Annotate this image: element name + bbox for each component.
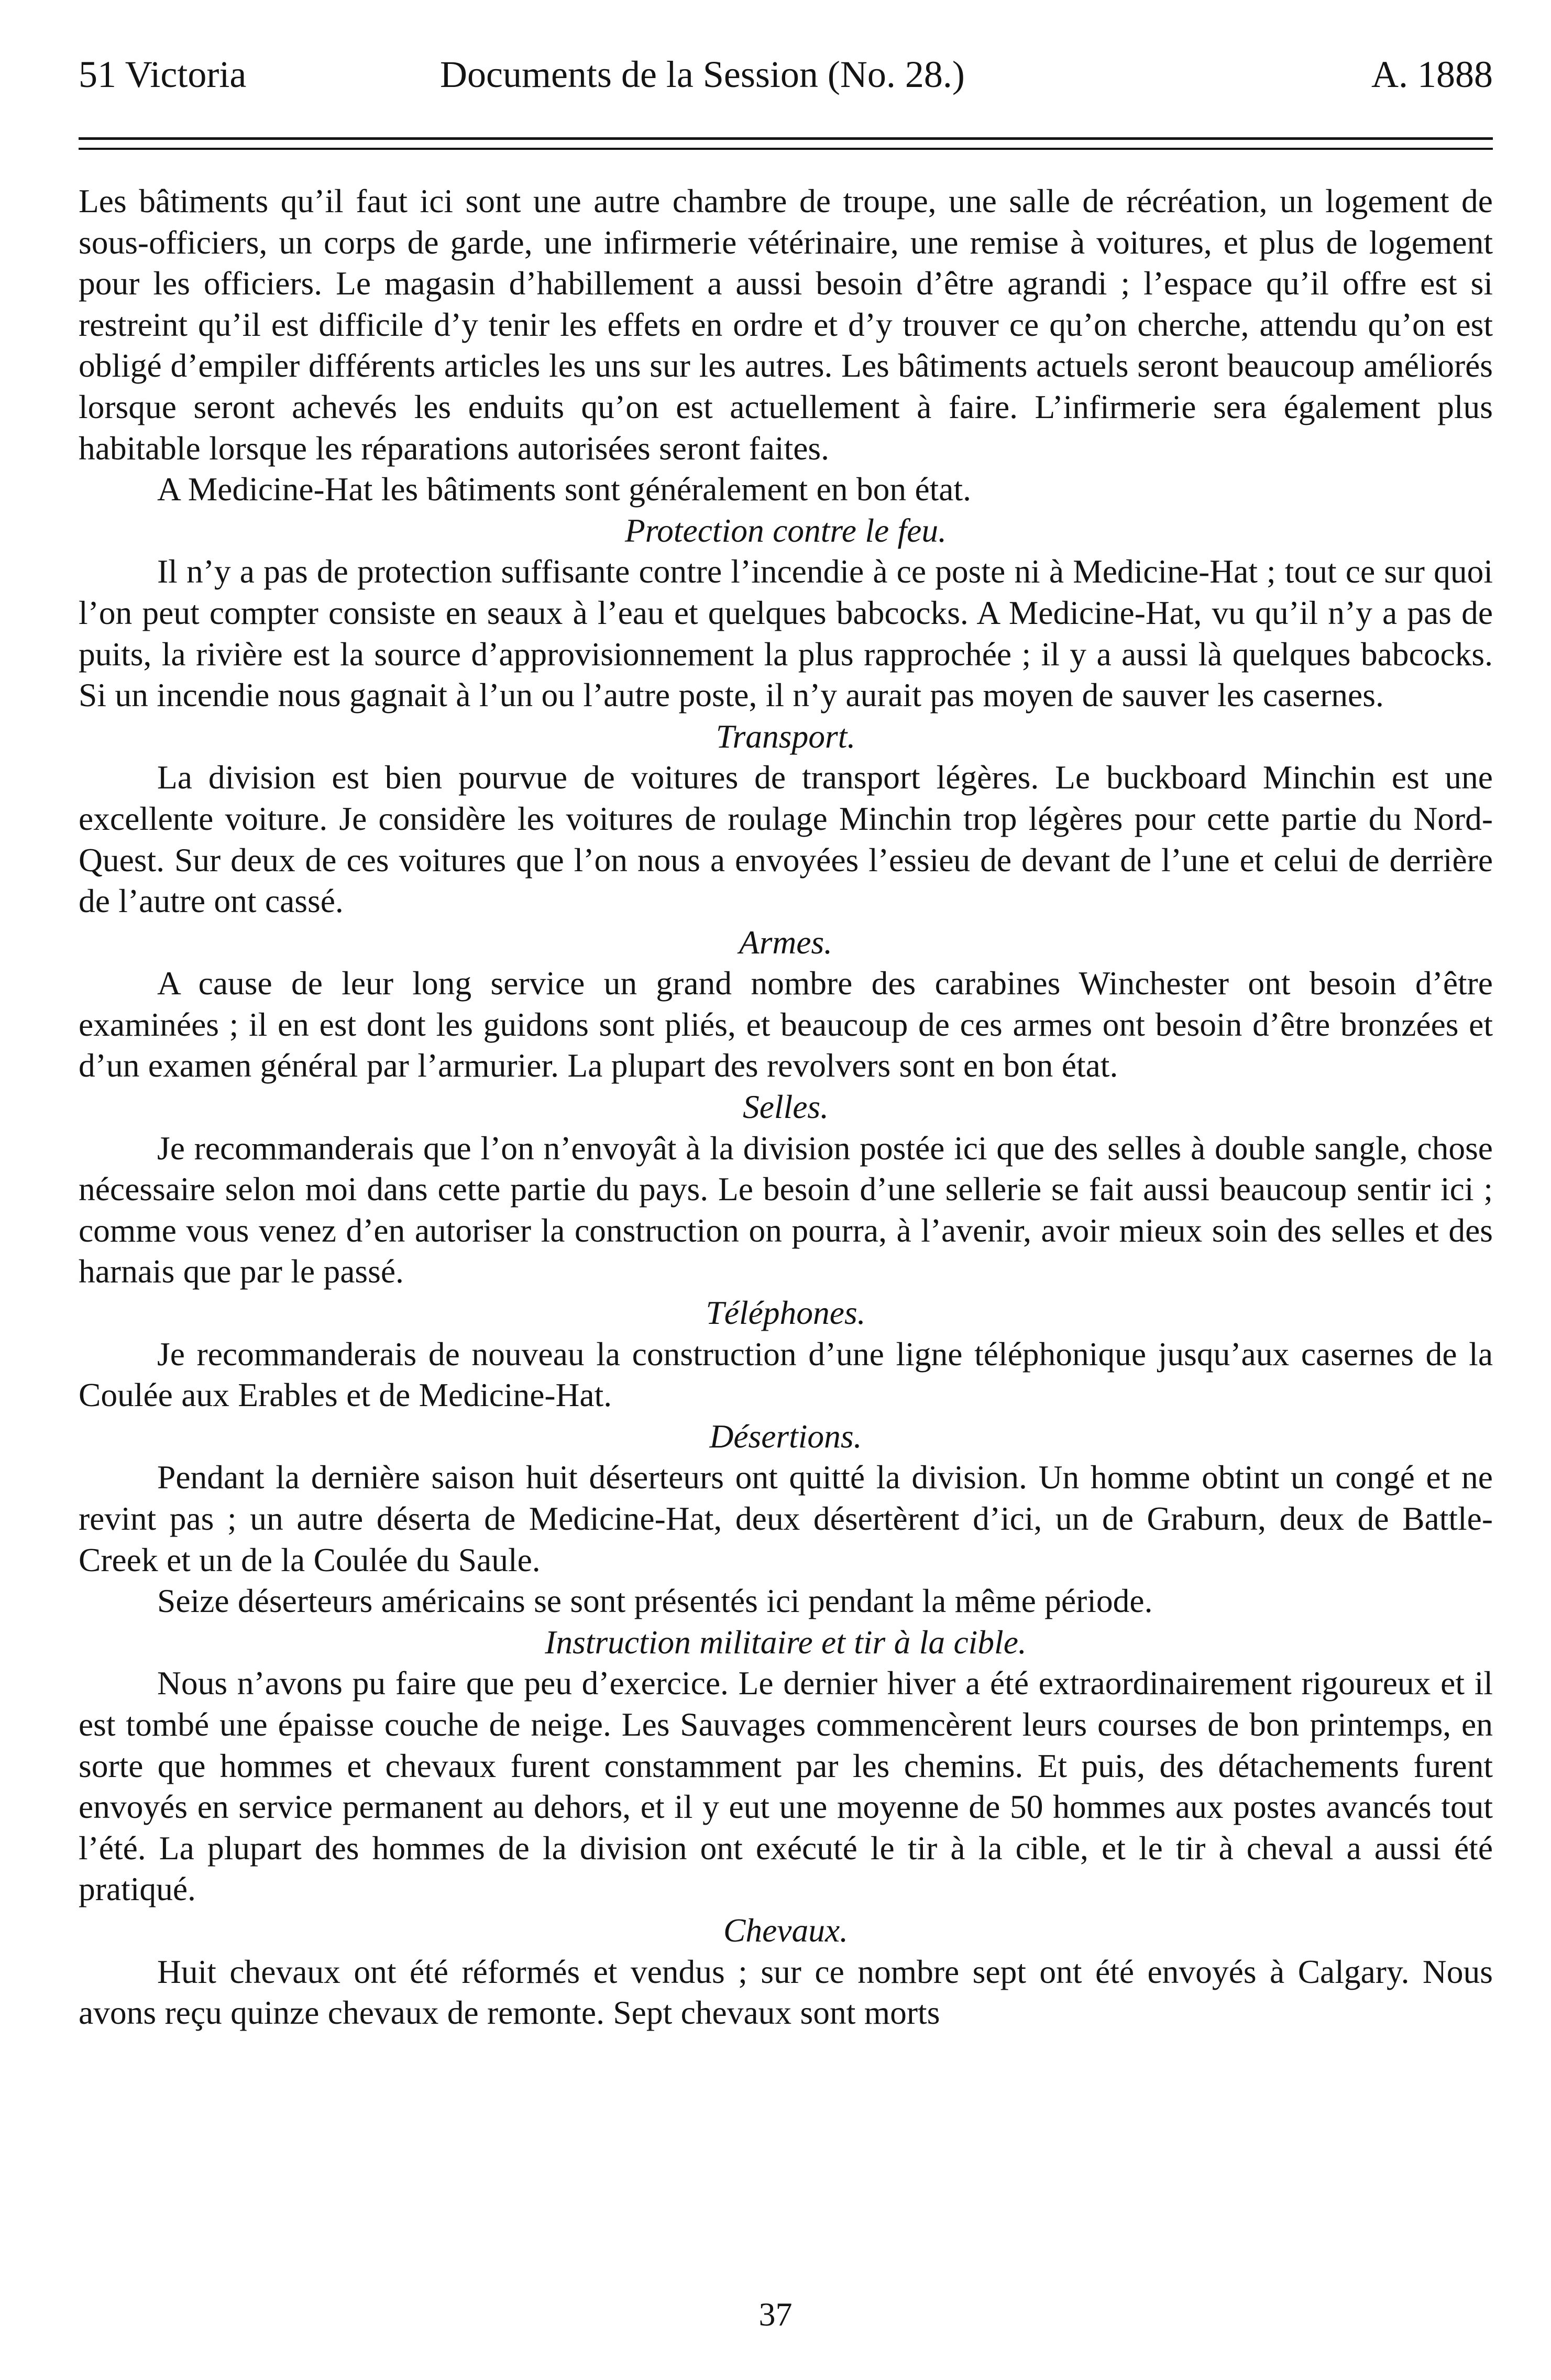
paragraph-telephones: Je recommanderais de nouveau la construction d’une ligne téléphonique jusqu’aux casernes de la Coulée aux Erables et de Medicine-Hat. — [79, 1335, 1493, 1414]
paragraph-armes: A cause de leur long service un grand nombre des carabines Winchester ont besoin d’être examinées ; il en est dont les guidons sont pliés, et beaucoup de ces armes ont besoin d’être bronzées et d’un examen général par l’armurier. La plupart des revolvers sont en bon état. — [79, 964, 1493, 1084]
paragraph-selles: Je recommanderais que l’on n’envoyât à la division postée ici que des selles à double sangle, chose nécessaire selon moi dans cette partie du pays. Le besoin d’une sellerie se fait aussi beaucoup sentir ici ; comme vous venez d’en autoriser la construction on pourra, à l’avenir, avoir mieux soin des selles et des harnais que par le passé. — [79, 1129, 1493, 1290]
paragraph-medicine-hat: A Medicine-Hat les bâtiments sont généralement en bon état. — [157, 470, 971, 508]
heading-transport: Transport. — [716, 717, 856, 755]
paragraph-instruction: Nous n’avons pu faire que peu d’exercice. Le dernier hiver a été extraordinairement rigoureux et il est tombé une épaisse couche de neige. Les Sauvages commencèrent leurs courses de bon printemps, en sorte que hommes et chevaux furent constamment par les chemins. Et puis, des détachements furent envoyés en service permanent au dehors, et il y eut une moyenne de 50 hommes aux postes avancés tout l’été. La plupart des hommes de la division ont exécuté le tir à la cible, et le tir à cheval a aussi été pratiqué. — [79, 1664, 1493, 1908]
paragraph-transport: La division est bien pourvue de voitures de transport légères. Le buckboard Minchin est une excellente voiture. Je considère les voitures de roulage Minchin trop légères pour cette partie du Nord-Quest. Sur deux de ces voitures que l’on nous a envoyées l’essieu de devant de l’une et celui de derrière de l’autre ont cassé. — [79, 759, 1493, 920]
paragraph-chevaux: Huit chevaux ont été réformés et vendus ; sur ce nombre sept ont été envoyés à Calgary. Nous avons reçu quinze chevaux de remonte. Sept chevaux sont morts — [79, 1953, 1493, 2032]
paragraph-desertions: Pendant la dernière saison huit déserteurs ont quitté la division. Un homme obtint un congé et ne revint pas ; un autre déserta de Medicine-Hat, deux désertèrent d’ici, un de Graburn, deux de Battle-Creek et un de la Coulée du Saule. — [79, 1458, 1493, 1578]
paragraph-batiments: Les bâtiments qu’il faut ici sont une autre chambre de troupe, une salle de récréation, un logement de sous-officiers, un corps de garde, une infirmerie vétérinaire, une remise à voitures, et plus de logement pour les officiers. Le magasin d’habillement a aussi besoin d’être agrandi ; l’espace qu’il offre est si restreint qu’il est difficile d’y tenir les effets en ordre et d’y trouver ce qu’on cherche, attendu qu’on est obligé d’empiler différents articles les uns sur les autres. Les bâtiments actuels seront beaucoup améliorés lorsque seront achevés les enduits qu’on est actuellement à faire. L’infirmerie sera également plus habitable lorsque les réparations autorisées seront faites. — [79, 182, 1493, 467]
paragraph-deserteurs-americains: Seize déserteurs américains se sont présentés ici pendant la même période. — [157, 1582, 1153, 1620]
header-volume: 51 Victoria — [79, 53, 247, 95]
paragraph-protection: Il n’y a pas de protection suffisante contre l’incendie à ce poste ni à Medicine-Hat ; tout ce sur quoi l’on peut compter consiste en seaux à l’eau et quelques babcocks. A Medicine-Hat, vu qu’il n’y a pas de puits, la rivière est la source d’approvisionnement la plus rapprochée ; il y a aussi là quelques babcocks. Si un incendie nous gagnait à l’un ou l’autre poste, il n’y aurait pas moyen de sauver les casernes. — [79, 553, 1493, 714]
header-rule-bottom — [79, 148, 1493, 150]
heading-protection: Protection contre le feu. — [625, 511, 947, 549]
running-header — [79, 48, 1493, 111]
header-year: A. 1888 — [1371, 53, 1493, 95]
heading-chevaux: Chevaux. — [723, 1911, 849, 1949]
header-document-title: Documents de la Session (No. 28.) — [440, 53, 965, 95]
heading-telephones: Téléphones. — [706, 1294, 866, 1332]
heading-instruction: Instruction militaire et tir à la cible. — [545, 1623, 1027, 1661]
heading-desertions: Désertions. — [709, 1417, 862, 1455]
header-rule-top — [79, 137, 1493, 140]
page-number: 37 — [758, 2296, 793, 2333]
body-text — [79, 181, 1493, 2287]
heading-armes: Armes. — [739, 923, 833, 961]
heading-selles: Selles. — [743, 1088, 829, 1126]
